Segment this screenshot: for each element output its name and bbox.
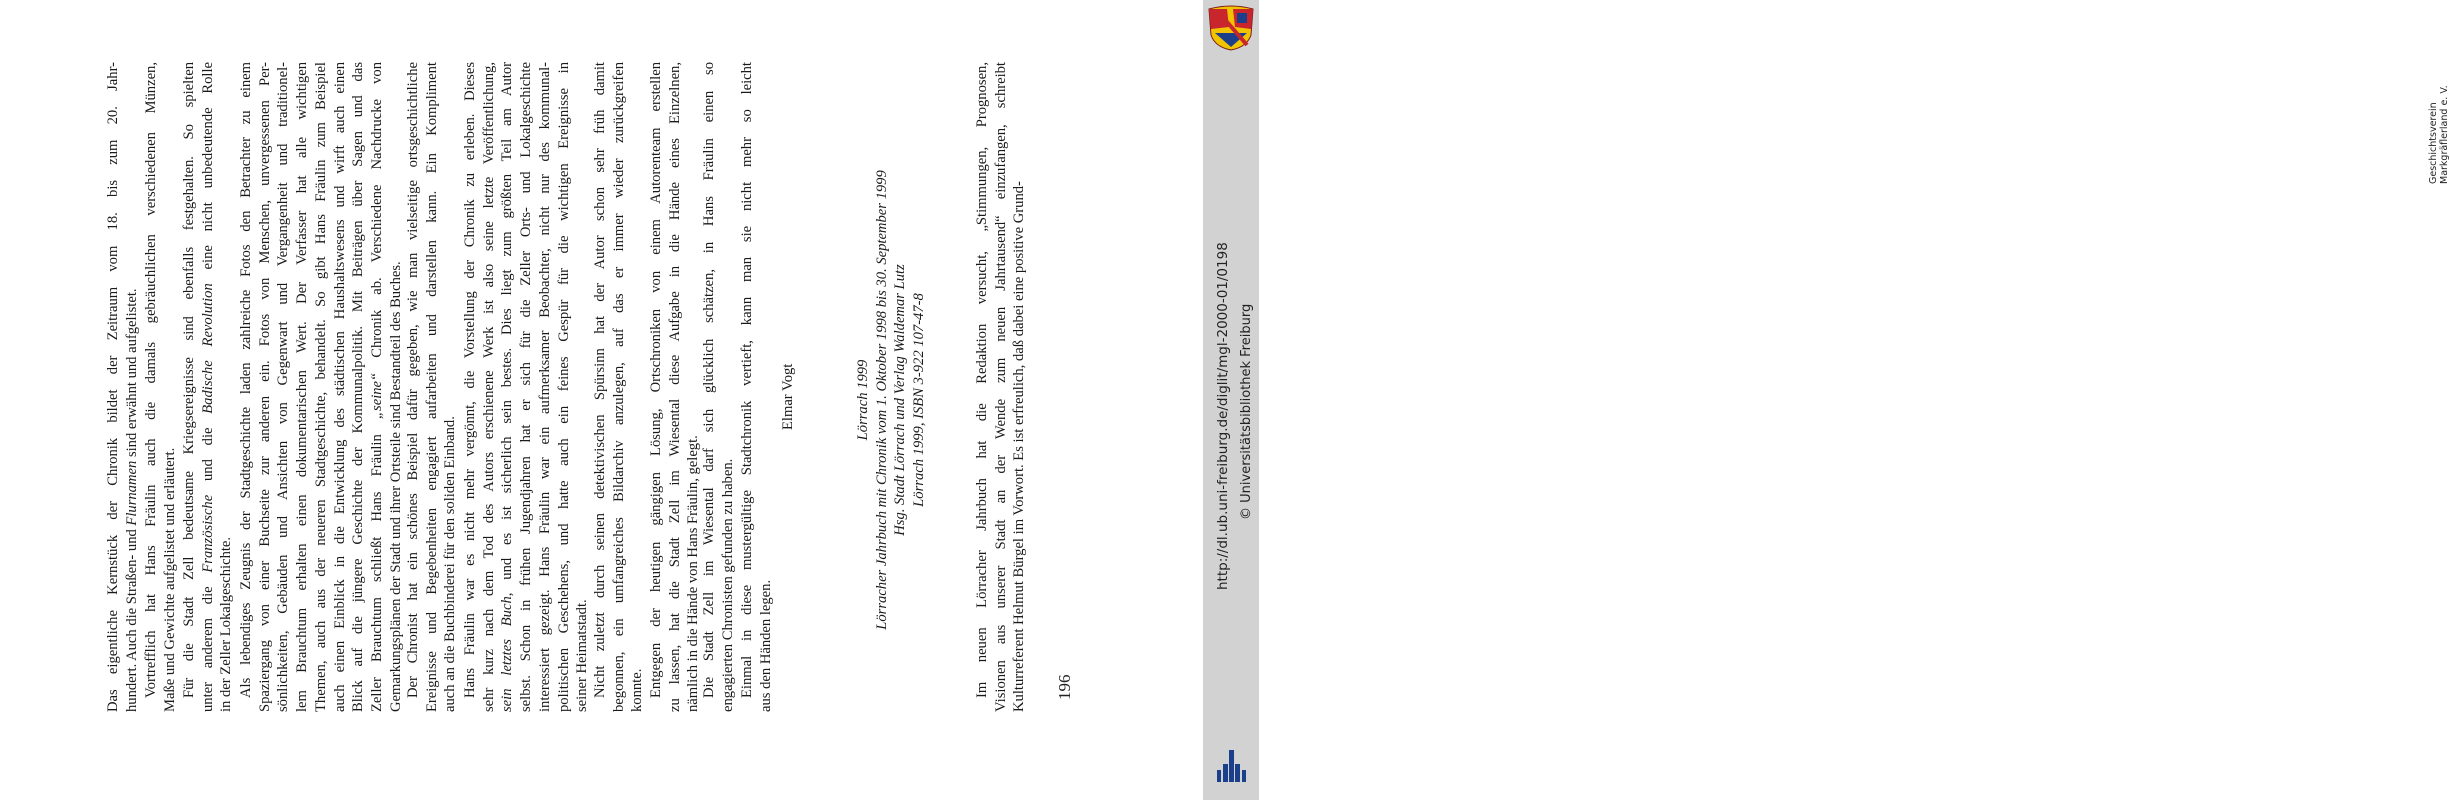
paragraph-line: Nicht zuletzt durch seinen detektivischen Spürsinn hat der Autor schon sehr früh damit <box>592 62 608 698</box>
paragraph-line: auch an die Buchbinderei für den soliden Einband. <box>442 416 459 712</box>
org-name-line2: Markgräflerland e. V. <box>2439 85 2450 184</box>
paragraph-line: Themen, auch aus der neueren Stadtgeschichte, behandelt. So gibt Hans Fräulin zum Beispiel <box>312 62 329 712</box>
body-paragraph <box>180 62 236 712</box>
review-isbn: Lörrach 1999, ISBN 3-922 107-47-8 <box>910 293 927 507</box>
paragraph-line: aus den Händen legen. <box>757 579 774 712</box>
paragraph-line: engagierten Chronisten gefunden zu haben. <box>719 458 736 712</box>
final-paragraph <box>973 62 1029 712</box>
paragraph-line: politischen Geschehens, und hatte auch ein feines Gespür für die wichtigen Ereignisse in <box>555 62 572 712</box>
paragraph-line: nämlich in die Hände von Hans Fräulin, gelegt. <box>685 435 702 712</box>
crest-icon <box>1207 5 1255 51</box>
paragraph-line: Blick auf die jüngere Geschichte der Kommunalpolitik. Mit Beiträgen über Sagen und das <box>350 62 367 712</box>
org-name-line1: Geschichtsverein <box>2428 102 2439 184</box>
body-paragraph <box>591 62 647 712</box>
review-header <box>854 50 928 750</box>
body-paragraph <box>237 62 405 712</box>
paragraph-line: in der Zeller Lokalgeschichte. <box>218 536 235 712</box>
paragraph-line: unter anderem die Französische und die Badische Revolution eine nicht unbedeutende Rolle <box>199 61 216 712</box>
body-paragraph <box>142 62 179 712</box>
paragraph-line: auch einen Einblick in die Entwicklung des städtischen Haushaltswesens und wirft auch einen <box>331 62 348 712</box>
paragraph-line: Maße und Gewichte aufgelistet und erläutert. <box>161 447 178 712</box>
paragraph-line: interessiert gezeigt. Hans Fräulin war ein aufmerksamer Beobachter, nicht nur des kommunal- <box>536 62 553 712</box>
body-paragraph <box>404 62 460 712</box>
paragraph-line: sehr kurz nach dem Tod des Autors erschienene Werk ist also seine letzte Veröffentlichung, <box>480 62 497 712</box>
paragraph-line: konnte. <box>629 668 646 712</box>
paragraph-line: Ereignisse und Begebenheiten engagiert aufarbeiten und darstellen kann. Ein Kompliment <box>423 62 440 712</box>
review-subtitle: Lörracher Jahrbuch mit Chronik vom 1. Oktober 1998 bis 30. September 1999 <box>873 170 890 630</box>
paragraph-line: Gemarkungsplänen der Stadt und ihrer Ortsteile sind Bestandteil des Buches. <box>387 261 404 712</box>
paragraph-line: seiner Heimatstadt. <box>574 599 591 712</box>
paragraph-line: Spaziergang von einer Buchseite zur anderen ein. Fotos von Menschen, unvergessenen Per- <box>256 62 273 712</box>
review-title: Lörrach 1999 <box>855 359 871 441</box>
paragraph-line: lem Brauchtum erhalten einen dokumentarischen Wert. Der Verfasser hat alle wichtigen <box>294 62 311 712</box>
body-paragraph <box>104 62 141 712</box>
paragraph-line: Die Stadt Zell im Wiesental darf sich glücklich schätzen, in Hans Fräulin einen so <box>701 62 717 698</box>
viewer-sidebar <box>1203 0 2450 800</box>
copyright-text: © Universitätsbibliothek Freiburg <box>1239 303 1254 520</box>
paragraph-line: Zeller Brauchtum schließt Hans Fräulin „seine“ Chronik ab. Verschiedene Nachdrucke von <box>368 61 385 712</box>
paragraph-line: Hans Fräulin war es nicht mehr vergönnt, die Vorstellung der Chronik zu erleben. Dieses <box>462 62 478 698</box>
body-paragraph <box>647 62 703 712</box>
paragraph-line: selbst. Schon in frühen Jugendjahren hat er sich für die Zeller Orts- und Lokalgeschichte <box>518 62 535 712</box>
final-line: Kulturreferent Helmut Bürgel im Vorwort. Es ist erfreulich, daß dabei eine positive Grund- <box>1011 181 1028 712</box>
paragraph-line: Für die Stadt Zell bedeutsame Kriegsereignisse sind ebenfalls festgehalten. So spielten <box>181 62 197 698</box>
paragraph-line: hundert. Auch die Straßen- und Flurnamen sind erwähnt und aufgelistet. <box>123 288 140 712</box>
final-line: Im neuen Lörracher Jahrbuch hat die Redaktion versucht, „Stimmungen, Prognosen, <box>974 62 990 698</box>
final-line: Visionen aus unserer Stadt an der Wende zum neuen Jahrtausend“ einzufangen, schreibt <box>992 62 1009 712</box>
page-number: 196 <box>1055 674 1074 700</box>
paragraph-line: Der Chronist hat ein schönes Beispiel dafür gegeben, wie man vielseitige ortsgeschichtliche <box>405 62 421 698</box>
body-paragraph <box>700 62 737 712</box>
paragraph-line: begonnen, ein umfangreiches Bildarchiv anzulegen, auf das er immer wieder zurückgreifen <box>610 62 627 712</box>
paragraph-line: Das eigentliche Kernstück der Chronik bildet der Zeitraum vom 18. bis zum 20. Jahr- <box>105 62 121 712</box>
paragraph-line: zu lassen, hat die Stadt Zell im Wiesental diese Aufgabe in die Hände eines Einzelnen, <box>666 62 683 712</box>
paragraph-line: sönlichkeiten, Gebäuden und Ansichten von Gegenwart und Vergangenheit und traditionel- <box>275 62 292 712</box>
scanned-page <box>0 0 1203 800</box>
signature: Elmar Vogt <box>780 363 796 430</box>
paragraph-line: Einmal in diese mustergültige Stadtchronik vertieft, kann man sie nicht mehr so leicht <box>739 62 755 698</box>
review-publisher: Hsg. Stadt Lörrach und Verlag Waldemar Lutz <box>892 264 909 536</box>
library-logo-icon <box>1215 748 1249 784</box>
body-paragraph <box>738 62 775 712</box>
permalink-url[interactable]: http://dl.ub.uni-freiburg.de/diglit/mgl-2000-01/0198 <box>1215 242 1231 590</box>
body-paragraph <box>461 62 592 712</box>
org-name <box>2428 85 2450 184</box>
paragraph-line: Als lebendiges Zeugnis der Stadtgeschichte laden zahlreiche Fotos den Betrachter zu einem <box>238 62 254 698</box>
paragraph-line: Entgegen der heutigen gängigen Lösung, Ortschroniken von einem Autorenteam erstellen <box>648 62 664 698</box>
paragraph-line: sein letztes Buch, und es ist sicherlich sein bestes. Dies liegt zum größten Teil am Autor <box>499 62 516 712</box>
paragraph-line: Vortrefflich hat Hans Fräulin auch die damals gebräuchlichen verschiedenen Münzen, <box>143 62 159 698</box>
